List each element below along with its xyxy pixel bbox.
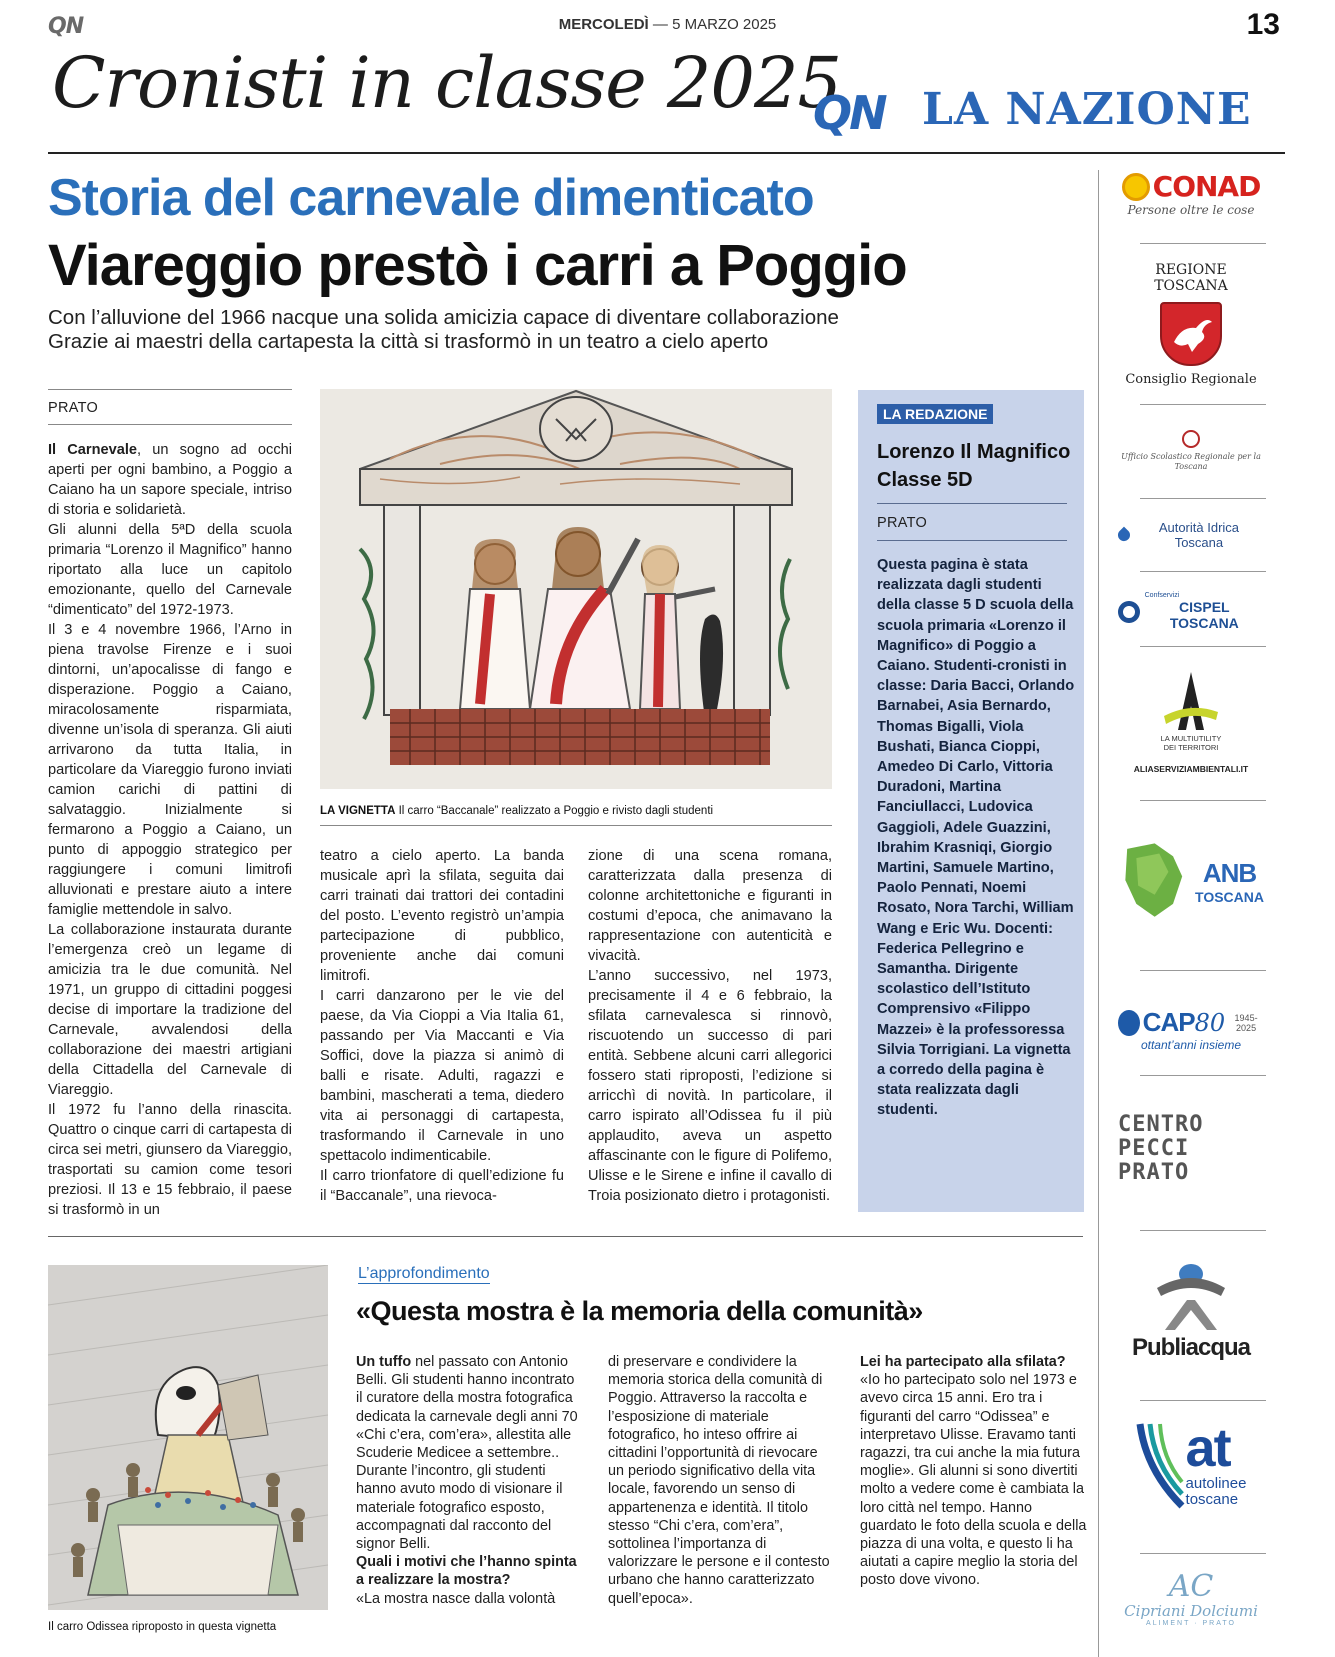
at-line-2: toscane [1185, 1491, 1239, 1508]
cap-logo: CAP [1142, 1007, 1195, 1037]
col1-top-rule [48, 389, 292, 390]
brand-la-nazione: LA NAZIONE [922, 84, 1252, 135]
sponsor-sep-9 [1140, 1230, 1266, 1231]
cap-80: 80 [1194, 1008, 1226, 1037]
redazione-text: pagina è stata realizzata dagli studenti della classe 5 D scuola della scuola primaria «Lorenzo il Magnifico» di Poggio a Caiano. Studenti-cronisti in classe: Daria Bacci, Orlando Barnabei, Asia Bernardo, Thomas Bigalli, Viola Bushati, Bianca Cioppi, Amedeo Di Carlo, Vittoria Duradoni, Martina Fanciullacci, Ludovica Gaggioli, Adele Guazzini, Ibrahim Krasniqi, Giorgio Martini, Samuele Martino, Paolo Pennati, Noemi Rosato, Nora Tarchi, William Wang e Eric Wu. Docenti: Federica Pellegrino e Samantha. Dirigente scolastico dell’Istituto Comprensivo «Filippo Mazzei» è la professoressa Silvia Torrigiani. La vignetta a corredo della pagina è stata realizzata dagli studenti. [877, 557, 1075, 1119]
sponsor-autorita-idrica[interactable] [1118, 520, 1264, 550]
regione-shield-icon [1160, 302, 1222, 366]
summary-line-2: Grazie ai maestri della cartapesta la città si trasformò in un teatro a cielo aperto [48, 330, 769, 353]
sponsor-centro-pecci[interactable] [1118, 1113, 1264, 1193]
alia-line-1: LA MULTIUTILITY [1160, 734, 1222, 743]
redazione-title [877, 438, 1070, 494]
col1-dateline-rule [48, 424, 292, 425]
publiacqua-logo: Publiacqua [1131, 1334, 1251, 1361]
sponsor-sep-5 [1140, 646, 1266, 647]
anbi-region: TOSCANA [1195, 888, 1264, 905]
col1-paragraph-4: La collaborazione instaurata durante l’emergenza creò un legame di amicizia tra le due comunità. Nel 1971, un gruppo di cittadini poggesi decise di importare la tradizione del Carnevale, avvalendosi della collaborazione dei maestri artigiani della Cittadella del Carnevale di Viareggio. [48, 922, 292, 1098]
article-headline: Viareggio prestò i carri a Poggio [48, 233, 907, 298]
sponsor-sep-11 [1140, 1553, 1266, 1554]
date-label: 5 MARZO 2025 [672, 16, 777, 33]
interview-answer-2: «Io ho partecipato solo nel 1973 e avevo circa 15 anni. Ero tra i figuranti del carro “Odissea” e interpretavo Ulisse. Eravamo tanti ragazzi, tra cui anche la mia futura moglie». Gli alunni si sono divertiti molto a vedere come è cambiata la loro città nel tempo. Hanno guardato le foto della scuola e della piazza di una volta, e questo li ha aiutati a capire meglio la storia del posto dove vivono. [860, 1372, 1087, 1589]
cipriani-sub: ALIMENT · PRATO [1146, 1620, 1236, 1627]
series-title: Cronisti in classe 2025 [52, 42, 842, 124]
sponsor-sep-8 [1140, 1075, 1266, 1076]
sponsor-sep-2 [1140, 404, 1266, 405]
autorita-label: Autorità Idrica Toscana [1158, 520, 1240, 550]
illustration-caption-text: Il carro “Baccanale” realizzato a Poggio e rivisto dagli studenti [395, 805, 714, 817]
illustration-caption-lead: LA VIGNETTA [320, 805, 396, 817]
qn-logo-small: QN [48, 14, 84, 39]
col2-paragraph-3: Il carro trionfatore di quell’edizione fu il “Baccanale”, una rievoca- [320, 1168, 564, 1204]
alia-site: ALIASERVIZIAMBIENTALI.IT [1133, 764, 1249, 774]
sponsor-anbi[interactable] [1118, 836, 1264, 931]
brand-qn-logo: QN [813, 86, 885, 140]
illustration-caption [320, 805, 832, 817]
odissea-caption: Il carro Odissea riproposto in questa vignetta [48, 1621, 277, 1633]
interview-column-2 [608, 1353, 836, 1608]
sponsor-cap[interactable] [1118, 1007, 1264, 1052]
sponsor-sep-7 [1140, 970, 1266, 971]
article-column-2 [320, 846, 564, 1206]
cap-tagline: ottant’anni insieme [1140, 1038, 1242, 1052]
interview-question-2: Lei ha partecipato alla sfilata? [860, 1354, 1066, 1370]
cap-years: 1945-2025 [1234, 1012, 1258, 1033]
cispel-small: Confservizi [1144, 592, 1180, 599]
interview-answer-1-cont: di preservare e condividere la memoria storica della comunità di Poggio. Attraverso la raccolta e l’esposizione di materiale fotografico, ho inteso offrire ai cittadini l’opportunità di rievocare un periodo significativo della vita locale, favorendo un senso di appartenenza e identità. Il titolo stesso “Chi c’era, com’era”, sottolinea l’importanza di valorizzare le persone e il contesto urbano che hanno caratterizzato quell’epoca». [608, 1354, 830, 1607]
col3-paragraph-1: zione di una scena romana, caratterizzata dalla presenza di colonne architettoniche e figuranti in costumi d’epoca, che animavano la rappresentazione con autenticità e vivacità. [588, 848, 832, 964]
day-label: MERCOLEDÌ [558, 16, 649, 33]
sponsor-sep-3 [1140, 498, 1266, 499]
sponsor-sep-10 [1140, 1400, 1266, 1401]
sponsor-sep-4 [1140, 571, 1266, 572]
pecci-logo: CENTRO PECCI PRATO [1118, 1112, 1204, 1185]
col2-paragraph-1: teatro a cielo aperto. La banda musicale aprì la sfilata, seguita dai carri trainati dai trattori dei contadini del posto. L’evento registrò un’ampia partecipazione di pubblico, proveniente anche dai comuni limitrofi. [320, 848, 564, 984]
sidebar-divider [1098, 170, 1099, 1657]
water-drop-icon [1115, 527, 1132, 544]
redazione-lead: Questa [877, 557, 927, 573]
sponsor-cipriani[interactable] [1118, 1569, 1264, 1642]
cispel-label: CISPEL TOSCANA [1169, 599, 1239, 631]
pegasus-icon [1162, 304, 1220, 362]
caption-rule [320, 825, 832, 826]
interview-answer-1-start: «La mostra nasce dalla volontà [356, 1590, 556, 1607]
col1-lead: Il Carnevale [48, 442, 138, 458]
regione-subtitle: Consiglio Regionale [1125, 372, 1257, 387]
cipriani-logo: Cipriani Dolciumi [1124, 1602, 1258, 1620]
interview-column-3 [860, 1353, 1088, 1590]
redazione-school: Lorenzo Il Magnifico [877, 441, 1071, 463]
approfondimento-label[interactable]: L’approfondimento [358, 1265, 490, 1282]
at-line-1: autolinee [1185, 1475, 1247, 1492]
regione-title: REGIONE TOSCANA [1154, 262, 1228, 294]
sponsor-ministero[interactable] [1118, 430, 1264, 480]
interview-intro: nel passato con Antonio Belli. Gli studenti hanno incontrato il curatore della mostra fotografica dedicata la carnevale degli anni 70 «Chi c’era, com’era», allestita alle Scuderie Medicee a settembre.. Durante l’incontro, gli studenti hanno avuto modo di visionare il materiale fotografico esposto, accompagnati dal racconto del signor Belli. [356, 1354, 578, 1553]
sponsor-sep-6 [1140, 800, 1266, 801]
summary-line-1: Con l’alluvione del 1966 nacque una solida amicizia capace di diventare collaborazione [48, 306, 839, 329]
article-kicker: Storia del carnevale dimenticato [48, 169, 814, 227]
date-dash: — [652, 16, 668, 33]
col1-paragraph-2: Gli alunni della 5ªD della scuola primaria “Lorenzo il Magnifico” hanno riportato alla luce un capitolo emozionante, quello del Carnevale “dimenticato” del 1972-1973. [48, 522, 292, 618]
section-divider [48, 1236, 1083, 1237]
col1-paragraph-3: Il 3 e 4 novembre 1966, l’Arno in piena travolse Firenze e i suoi dintorni, un’apocalisse di fango e disperazione. Poggio a Caiano, miracolosamente risparmiata, divenne un’isola di speranza. Gli aiuti arrivarono da tutta Italia, in particolare da Viareggio furono inviati camion carichi di pattini di salvataggio. Inizialmente si fermarono a Poggio a Caiano, un punto di appoggio strategico per raggiungere i comuni limitrofi alluvionati e prestare aiuto a intere famiglie mettendole in salvo. [48, 622, 292, 918]
redazione-class: Classe 5D [877, 469, 973, 491]
conad-tagline: Persone oltre le cose [1127, 203, 1255, 217]
article-summary [48, 306, 1048, 354]
page-number: 13 [1246, 8, 1280, 41]
cipriani-monogram-icon: AC [1168, 1569, 1214, 1604]
interview-title: «Questa mostra è la memoria della comunità» [356, 1296, 923, 1326]
cispel-ring-icon [1118, 601, 1140, 623]
article-column-3 [588, 846, 832, 1206]
redazione-rule-1 [877, 503, 1067, 504]
article-column-1 [48, 440, 292, 1220]
emblem-icon [1182, 430, 1200, 448]
publiacqua-eye-icon [1151, 1260, 1231, 1334]
sponsor-cispel[interactable] [1118, 592, 1264, 631]
at-stripes-icon [1136, 1420, 1186, 1510]
sponsor-alia[interactable] [1118, 672, 1264, 782]
cap-circle-icon [1118, 1010, 1140, 1036]
ministero-label: Ufficio Scolastico Regionale per la Toscana [1121, 452, 1261, 471]
interview-lead: Un tuffo [356, 1354, 412, 1370]
interview-column-1 [356, 1353, 584, 1608]
sponsor-autolinee-toscane[interactable] [1118, 1420, 1264, 1525]
masthead-rule [48, 152, 1285, 154]
redazione-dateline: PRATO [877, 515, 928, 531]
baccanale-illustration [320, 389, 832, 789]
col1-paragraph-5: Il 1972 fu l’anno della rinascita. Quattro o cinque carri di cartapesta di circa sei metri, giunsero da Viareggio, trasportati su camion come tesori preziosi. Il 13 e 15 febbraio, il paese si trasformò in un [48, 1102, 292, 1218]
interview-question-1: Quali i motivi che l’hanno spinta a realizzare la mostra? [356, 1554, 577, 1589]
col2-paragraph-2: I carri danzarono per le vie del paese, da Via Cioppi a Via Italia 61, passando per Via Maccanti e Via Soffici, dove la piazza si animò di balli e risate. Adulti, ragazzi e bambini, mascherati a tema, diedero vita ai personaggi di cartapesta, trasformando il Carnevale in uno spettacolo indimenticabile. [320, 988, 564, 1164]
odissea-drawing [48, 1265, 328, 1610]
conad-flower-icon [1122, 173, 1150, 201]
redazione-rule-2 [877, 540, 1067, 541]
redazione-credits [877, 555, 1077, 1121]
col1-paragraph-1: , un sogno ad occhi aperti per ogni bambino, a Poggio a Caiano ha un sapore speciale, intriso di storia e solidarietà. [48, 442, 292, 518]
odissea-illustration [48, 1265, 328, 1610]
alia-line-2: DEI TERRITORI [1163, 743, 1219, 752]
tuscany-map-icon [1118, 836, 1195, 926]
sponsor-conad[interactable] [1118, 170, 1264, 232]
article-dateline: PRATO [48, 400, 99, 416]
alia-a-icon [1156, 672, 1226, 730]
at-logo: at [1185, 1418, 1230, 1478]
conad-logo: CONAD [1152, 170, 1261, 203]
anbi-logo: ANB [1202, 857, 1257, 888]
sponsor-publiacqua[interactable] [1118, 1260, 1264, 1380]
sponsor-sep-1 [1140, 243, 1266, 244]
redazione-tag: LA REDAZIONE [877, 404, 993, 424]
baccanale-drawing [320, 389, 832, 789]
sponsor-regione-toscana[interactable] [1118, 262, 1264, 387]
col3-paragraph-2: L’anno successivo, nel 1973, precisamente il 4 e 6 febbraio, la sfilata carnevalesca si rinnovò, riscuotendo un successo di pari entità. Sebbene alcuni carri allegorici fossero stati riproposti, l’edizione si arricchì di novità. In particolare, il carro ispirato all’Odissea fu il più applaudito, aveva un aspetto affascinante con le figure di Polifemo, Ulisse e le Sirene e infine il cavallo di Troia posizionato dietro i protagonisti. [588, 968, 832, 1204]
dateline [0, 16, 1335, 33]
